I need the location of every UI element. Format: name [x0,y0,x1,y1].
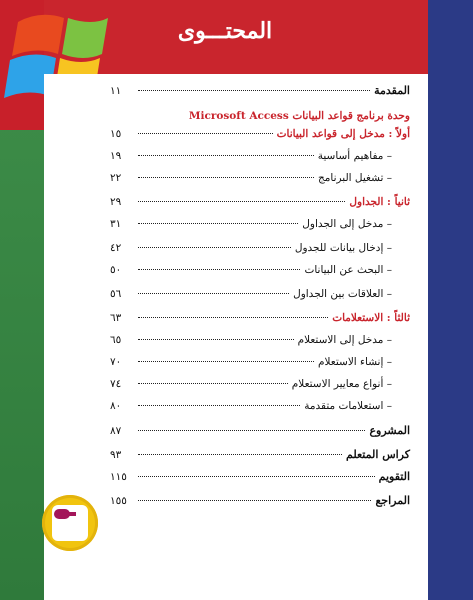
toc-title: المشروع [369,424,410,437]
toc-title: – استعلامات متقدمة [304,400,410,412]
toc-row [110,400,410,420]
toc-page-number: ٢٢ [110,172,122,184]
toc-title: ثانياً : الجداول [349,196,410,208]
toc-title: أولاً : مدخل إلى قواعد البيانات [276,128,410,140]
toc-title: – العلاقات بين الجداول [293,288,410,300]
toc-leader-dots [138,361,314,362]
toc-row [110,242,410,262]
toc-row [110,264,410,284]
unit-heading: وحدة برنامج قواعد البيانات Microsoft Access [188,110,410,122]
toc-title: – أنواع معايير الاستعلام [292,378,410,390]
toc-row [110,448,410,468]
page-title: المحتـــوى [177,18,273,44]
toc-row [110,494,410,514]
toc-title: – إدخال بيانات للجدول [295,242,410,254]
toc-row [110,84,410,104]
toc-row [110,196,410,216]
toc-row [110,424,410,444]
right-blue-band [428,0,473,600]
toc-leader-dots [138,269,300,270]
toc-leader-dots [138,177,314,178]
toc-leader-dots [138,405,300,406]
toc-page-number: ٨٧ [110,425,122,437]
toc-row [110,378,410,398]
toc-title: – مفاهيم أساسية [318,150,410,162]
toc-leader-dots [138,247,291,248]
toc-leader-dots [138,317,328,318]
toc-row [110,334,410,354]
toc-row [110,312,410,332]
toc-page-number: ٥٦ [110,288,122,300]
toc-row [110,150,410,170]
toc-title: كراس المتعلم [346,448,410,461]
toc-row [110,172,410,192]
toc-leader-dots [138,90,370,91]
toc-page-number: ٢٩ [110,196,122,208]
toc-page-number: ٦٥ [110,334,122,346]
toc-leader-dots [138,500,371,501]
toc-page-number: ٨٠ [110,400,122,412]
toc-page-number: ٩٣ [110,449,122,461]
toc-page-number: ٧٤ [110,378,122,390]
toc-row [110,356,410,376]
toc-title: المراجع [375,494,410,507]
toc-leader-dots [138,430,365,431]
toc-leader-dots [138,454,342,455]
toc-page-number: ٧٠ [110,356,122,368]
toc-title: – البحث عن البيانات [304,264,410,276]
toc-page-number: ١٩ [110,150,122,162]
toc-row [110,128,410,148]
toc-page-number: ١٥٥ [110,495,127,507]
toc-leader-dots [138,293,289,294]
toc-page-number: ١١٥ [110,471,127,483]
toc-page-number: ٤٢ [110,242,122,254]
toc-page-number: ٣١ [110,218,122,230]
toc-leader-dots [138,339,294,340]
access-logo-icon [42,495,98,551]
toc-row [110,218,410,238]
toc-leader-dots [138,476,375,477]
toc-row [110,470,410,490]
toc-title: المقدمة [374,84,410,97]
toc-title: – إنشاء الاستعلام [318,356,410,368]
toc-title: – مدخل إلى الجداول [302,218,410,230]
toc-page-number: ١٥ [110,128,122,140]
toc-title: – مدخل إلى الاستعلام [298,334,410,346]
toc-row [110,288,410,308]
toc-leader-dots [138,201,345,202]
toc-page-number: ٥٠ [110,264,122,276]
toc-leader-dots [138,223,298,224]
toc-title: التقويم [378,470,410,483]
toc-title: – تشغيل البرنامج [318,172,410,184]
toc-leader-dots [138,133,273,134]
toc-leader-dots [138,383,288,384]
toc-title: ثالثاً : الاستعلامات [332,312,410,324]
toc-page-number: ٦٣ [110,312,122,324]
toc-page-number: ١١ [110,85,122,97]
toc-leader-dots [138,155,314,156]
